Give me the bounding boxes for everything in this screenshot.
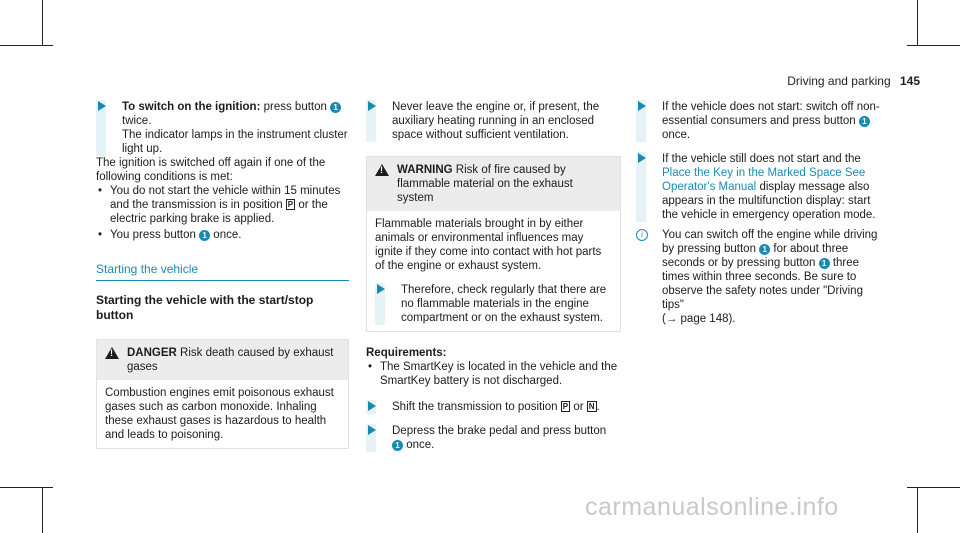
crop-mark [0, 487, 53, 488]
info-text: You can switch off the engine while driving by pressing button [662, 229, 878, 255]
crop-mark [0, 45, 53, 46]
warning-step [375, 283, 612, 325]
step-text: . [596, 401, 600, 413]
step-text: twice. [122, 115, 152, 127]
step-arrow-icon [377, 284, 385, 294]
button-1-icon: 1 [759, 244, 770, 255]
step-emergency-operation [636, 152, 888, 222]
list-item [96, 184, 349, 226]
display-message-link[interactable]: Place the Key in the Marked Space See Operator's Manual [662, 167, 866, 193]
subheading: Starting the vehicle with the start/stop button [96, 293, 314, 322]
step-arrow-icon [638, 153, 646, 163]
info-note [636, 228, 888, 326]
step-shift [366, 400, 621, 414]
step-text: press button [263, 101, 327, 113]
step-arrow-icon [368, 401, 376, 411]
warning-title: Risk of fire caused by flammable material on the exhaust system [397, 164, 573, 204]
danger-box [96, 339, 349, 449]
section-title: Starting the vehicle [96, 262, 349, 281]
crop-mark [907, 45, 960, 46]
step-text: once. [406, 439, 435, 451]
step-never-leave-engine [366, 100, 621, 142]
button-1-icon: 1 [392, 440, 403, 451]
button-1-icon: 1 [819, 258, 830, 269]
info-text: three times within three seconds. Be sure to observe the safety notes under "Driving tips" [662, 257, 863, 311]
button-1-icon: 1 [330, 102, 341, 113]
column-3 [636, 100, 888, 326]
list-item-text: once. [213, 229, 242, 241]
list-item-text: You press button [110, 229, 196, 241]
step-text: Therefore, check regularly that there are no flammable materials in the engine compartment or on the exhaust system. [401, 284, 607, 324]
step-arrow-icon [98, 101, 106, 111]
column-2 [366, 100, 621, 452]
warning-triangle-icon [105, 347, 119, 359]
step-arrow-icon [638, 101, 646, 111]
step-text: once. [662, 129, 691, 141]
park-position-icon: P [562, 402, 569, 411]
crop-mark [42, 0, 43, 46]
watermark: carmanualsonline.info [585, 493, 839, 521]
info-text: for about three seconds or by pressing button [662, 243, 849, 269]
step-text: or [573, 401, 584, 413]
crop-mark [907, 487, 960, 488]
neutral-position-icon: N [588, 402, 595, 411]
list-item-text: or the electric parking brake is applied. [110, 199, 328, 225]
step-title: To switch on the ignition: [122, 101, 261, 113]
warning-body [367, 211, 620, 331]
warning-header [367, 157, 620, 211]
button-1-icon: 1 [859, 116, 870, 127]
button-1-icon: 1 [199, 230, 210, 241]
step-text: Depress the brake pedal and press button [392, 425, 607, 437]
warning-text: Flammable materials brought in by either animals or environmental influences may ignite if they come into contact with hot parts of the engine or exhaust system. [375, 218, 602, 272]
step-text: If the vehicle does not start: switch off non-essential consumers and press button [662, 101, 880, 127]
page-reference-link[interactable]: (→ page 148). [662, 313, 736, 325]
crop-mark [917, 0, 918, 46]
step-line: The indicator lamps in the instrument cluster light up. [122, 129, 348, 155]
warning-label: WARNING [397, 164, 453, 176]
requirements-title: Requirements: [366, 347, 447, 359]
list-item [96, 228, 349, 242]
list-item-text: You do not start the vehicle within 15 minutes and the transmission is in position [110, 185, 341, 211]
danger-body: Combustion engines emit poisonous exhaust gases such as carbon monoxide. Inhaling these exhaust gases is hazardous to health and leads to poisoning. [105, 387, 334, 441]
step-arrow-icon [368, 101, 376, 111]
paragraph: The ignition is switched off again if one of the following conditions is met: [96, 157, 326, 183]
step-depress-brake [366, 424, 621, 452]
step-switch-on-ignition [96, 100, 349, 156]
info-icon: i [636, 229, 648, 241]
step-text: Shift the transmission to position [392, 401, 558, 413]
crop-mark [42, 487, 43, 533]
column-1 [96, 100, 349, 449]
danger-title: Risk death caused by exhaust gases [127, 347, 334, 373]
step-text: If the vehicle still does not start and the [662, 153, 861, 165]
danger-label: DANGER [127, 347, 177, 359]
step-does-not-start [636, 100, 888, 142]
section-name: Driving and parking [787, 74, 891, 88]
page-number: 145 [899, 74, 920, 88]
step-text: Never leave the engine or, if present, the auxiliary heating running in an enclosed space without sufficient ventilation. [392, 101, 600, 141]
park-position-icon: P [287, 200, 294, 209]
page-header [787, 74, 920, 88]
step-text: display message also appears in the multifunction display: start the vehicle in emergency operation mode. [662, 181, 876, 221]
crop-mark [917, 487, 918, 533]
danger-header [97, 340, 348, 380]
list-item: • The SmartKey is located in the vehicle and the SmartKey battery is not discharged. [366, 360, 621, 388]
step-arrow-icon [368, 425, 376, 435]
warning-box [366, 156, 621, 332]
warning-triangle-icon [375, 164, 389, 176]
